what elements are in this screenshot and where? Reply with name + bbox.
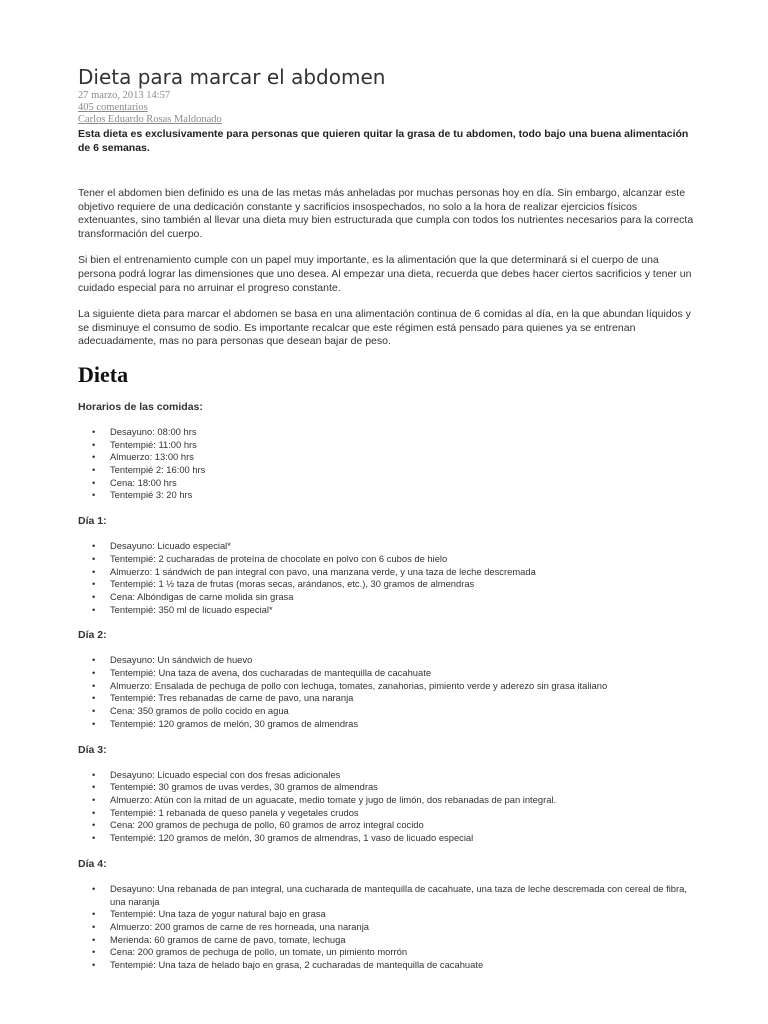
- paragraph: La siguiente dieta para marcar el abdomen se basa en una alimentación continua de 6 comidas al día, en la que abundan líquidos y se disminuye el consumo de sodio. Es importante recalcar que este régimen está pensado para quienes ya se entrenan adecuadamente, mas no para personas que desean bajar de peso.: [78, 308, 691, 348]
- list-item: • Almuerzo: Atún con la mitad de un aguacate, medio tomate y jugo de limón, dos rebanadas de pan integral.: [110, 794, 694, 807]
- list-item: • Tentempié: 2 cucharadas de proteína de chocolate en polvo con 6 cubos de hielo: [110, 553, 694, 566]
- day-3-title: Día 3:: [78, 743, 107, 756]
- list-item: • Tentempié: 1 rebanada de queso panela y vegetales crudos: [110, 807, 694, 820]
- article-date: 27 marzo, 2013 14:57: [78, 90, 171, 101]
- section-title-dieta: Dieta: [78, 361, 129, 387]
- comments-link[interactable]: 405 comentarios: [78, 102, 148, 113]
- day-3-list: [78, 769, 694, 845]
- list-item: • Tentempié: Una taza de avena, dos cucharadas de mantequilla de cacahuate: [110, 667, 694, 680]
- list-item: • Tentempié: 1 ½ taza de frutas (moras secas, arándanos, etc.), 30 gramos de almendras: [110, 578, 694, 591]
- list-item: • Desayuno: 08:00 hrs: [110, 426, 694, 439]
- paragraph: Si bien el entrenamiento cumple con un papel muy importante, es la alimentación que la que determinará si el cuerpo de una persona podrá lograr las dimensiones que uno desea. Al empezar una dieta, recuerda que debes hacer ciertos sacrificios y tener un cuidado especial para no arruinar el progreso constante.: [78, 254, 692, 294]
- day-4-list: [78, 883, 694, 972]
- list-item: • Tentempié: 120 gramos de melón, 30 gramos de almendras, 1 vaso de licuado especial: [110, 832, 694, 845]
- list-item: • Tentempié 3: 20 hrs: [110, 489, 694, 502]
- day-2-title: Día 2:: [78, 629, 107, 642]
- list-item: • Tentempié: Tres rebanadas de carne de pavo, una naranja: [110, 692, 694, 705]
- list-item: • Tentempié: Una taza de yogur natural bajo en grasa: [110, 908, 694, 921]
- list-item: • Almuerzo: Ensalada de pechuga de pollo con lechuga, tomates, zanahorias, pimiento verde y aderezo sin grasa italiano: [110, 680, 694, 693]
- list-item: • Tentempié: 30 gramos de uvas verdes, 30 gramos de almendras: [110, 781, 694, 794]
- list-item: • Almuerzo: 1 sándwich de pan integral con pavo, una manzana verde, y una taza de leche descremada: [110, 566, 694, 579]
- list-item: • Almuerzo: 200 gramos de carne de res horneada, una naranja: [110, 921, 694, 934]
- day-4-title: Día 4:: [78, 857, 107, 870]
- list-item: • Cena: 200 gramos de pechuga de pollo, 60 gramos de arroz integral cocido: [110, 819, 694, 832]
- day-2-list: [78, 654, 694, 730]
- list-item: • Tentempié: 120 gramos de melón, 30 gramos de almendras: [110, 718, 694, 731]
- list-item: • Tentempié: 350 ml de licuado especial*: [110, 604, 694, 617]
- paragraph: Tener el abdomen bien definido es una de las metas más anheladas por muchas personas hoy en día. Sin embargo, alcanzar este objetivo requiere de una dedicación constante y sacrificios insospechados, no solo a la hora de realizar ejercicios físicos extenuantes, sino también al llevar una dieta muy bien estructurada que cumpla con todos los nutrientes necesarios para la correcta transformación del cuerpo.: [78, 187, 694, 240]
- day-1-list: [78, 540, 694, 616]
- list-item: • Tentempié 2: 16:00 hrs: [110, 464, 694, 477]
- list-item: • Desayuno: Licuado especial*: [110, 540, 694, 553]
- list-item: • Tentempié: Una taza de helado bajo en grasa, 2 cucharadas de mantequilla de cacahuate: [110, 959, 694, 972]
- schedule-list: [78, 426, 694, 502]
- list-item: • Tentempié: 11:00 hrs: [110, 439, 694, 452]
- article: [78, 64, 694, 972]
- list-item: • Almuerzo: 13:00 hrs: [110, 451, 694, 464]
- list-item: • Cena: 200 gramos de pechuga de pollo, un tomate, un pimiento morrón: [110, 946, 694, 959]
- list-item: • Merienda: 60 gramos de carne de pavo, tomate, lechuga: [110, 934, 694, 947]
- list-item: • Desayuno: Licuado especial con dos fresas adicionales: [110, 769, 694, 782]
- article-lead: Esta dieta es exclusivamente para personas que quieren quitar la grasa de tu abdomen, todo bajo una buena alimentación de 6 semanas.: [78, 128, 689, 154]
- day-1-title: Día 1:: [78, 515, 107, 528]
- list-item: • Cena: Albóndigas de carne molida sin grasa: [110, 591, 694, 604]
- list-item: • Desayuno: Un sándwich de huevo: [110, 654, 694, 667]
- list-item: • Cena: 350 gramos de pollo cocido en agua: [110, 705, 694, 718]
- article-title: Dieta para marcar el abdomen: [78, 65, 386, 89]
- schedule-title: Horarios de las comidas:: [78, 400, 203, 413]
- author-link[interactable]: Carlos Eduardo Rosas Maldonado: [78, 114, 222, 125]
- list-item: • Desayuno: Una rebanada de pan integral, una cucharada de mantequilla de cacahuate, una taza de leche descremada con cereal de fibra, una naranja: [110, 883, 694, 908]
- list-item: • Cena: 18:00 hrs: [110, 477, 694, 490]
